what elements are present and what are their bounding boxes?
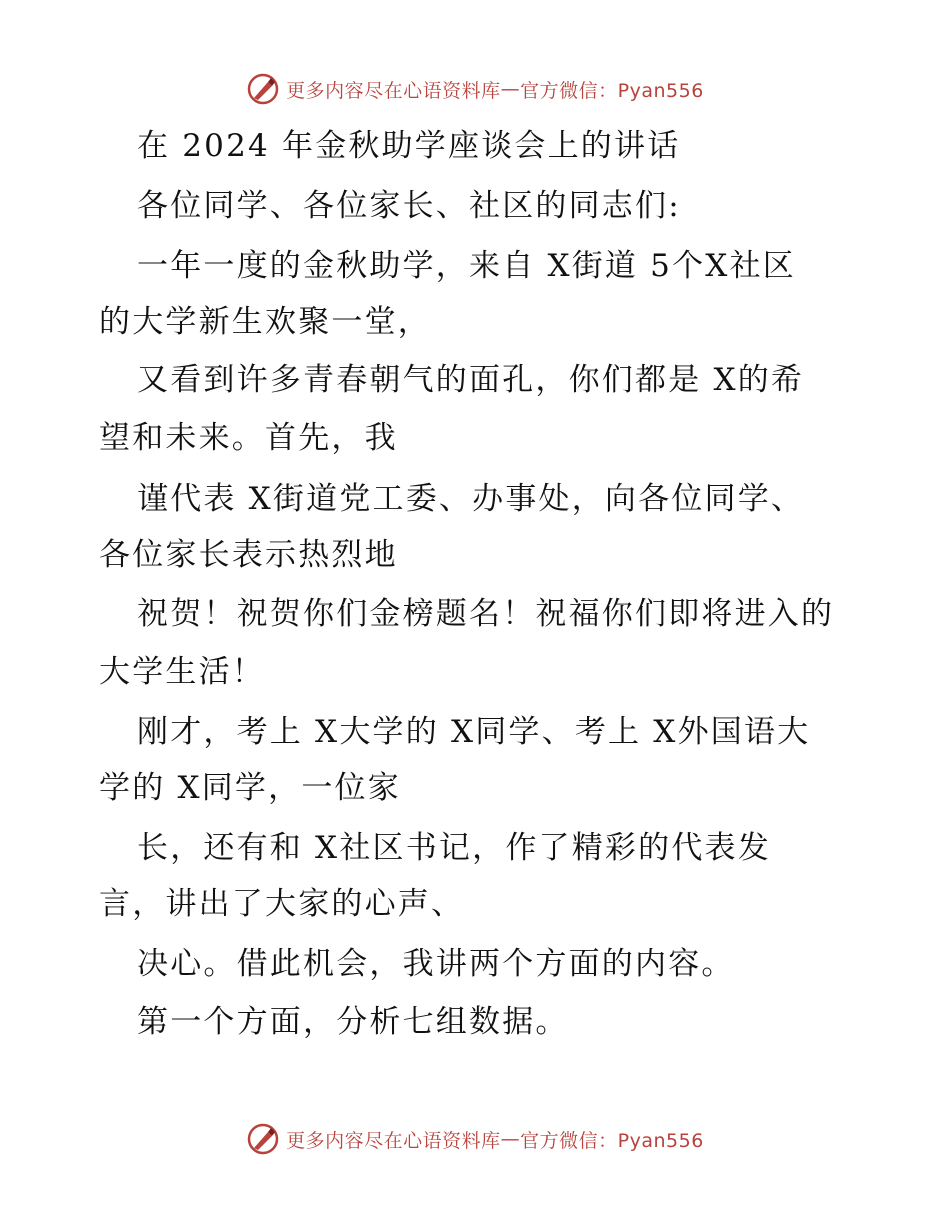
banner-text: 更多内容尽在心语资料库	[286, 1129, 501, 1152]
paragraph-line: 谨代表 X街道党工委、办事处，向各位同学、	[137, 481, 805, 517]
paragraph-line: 长，还有和 X社区书记，作了精彩的代表发	[137, 830, 771, 866]
salutation: 各位同学、各位家长、社区的同志们:	[137, 188, 681, 224]
paragraph-line: 决心。借此机会，我讲两个方面的内容。	[137, 946, 735, 982]
header-banner	[0, 72, 950, 106]
paragraph-line: 望和未来。首先，我	[99, 420, 398, 456]
banner-text: 更多内容尽在心语资料库	[286, 79, 501, 102]
paragraph-line: 言，讲出了大家的心声、	[99, 886, 465, 922]
document-title: 在 2024 年金秋助学座谈会上的讲话	[137, 128, 681, 164]
paragraph-line: 学的 X同学，一位家	[99, 770, 401, 806]
paragraph-line: 一年一度的金秋助学，来自 X街道 5个X社区	[137, 248, 796, 284]
paragraph-line: 祝贺！祝贺你们金榜题名！祝福你们即将进入的	[137, 596, 835, 632]
paragraph-line: 刚才，考上 X大学的 X同学、考上 X外国语大	[137, 714, 811, 750]
paragraph-line: 大学生活！	[99, 654, 265, 690]
banner-wechat: 官方微信：Pyan556	[520, 1129, 704, 1152]
paragraph-line: 各位家长表示热烈地	[99, 537, 398, 573]
banner-separator: —	[500, 78, 521, 100]
banner-wechat: 官方微信：Pyan556	[520, 79, 704, 102]
footer-banner	[0, 1122, 950, 1156]
pen-logo-icon	[246, 72, 280, 106]
paragraph-line: 的大学新生欢聚一堂，	[99, 304, 431, 340]
paragraph-line: 第一个方面，分析七组数据。	[137, 1004, 569, 1040]
banner-separator: —	[500, 1128, 521, 1150]
paragraph-line: 又看到许多青春朝气的面孔，你们都是 X的希	[137, 362, 805, 398]
pen-logo-icon	[246, 1122, 280, 1156]
